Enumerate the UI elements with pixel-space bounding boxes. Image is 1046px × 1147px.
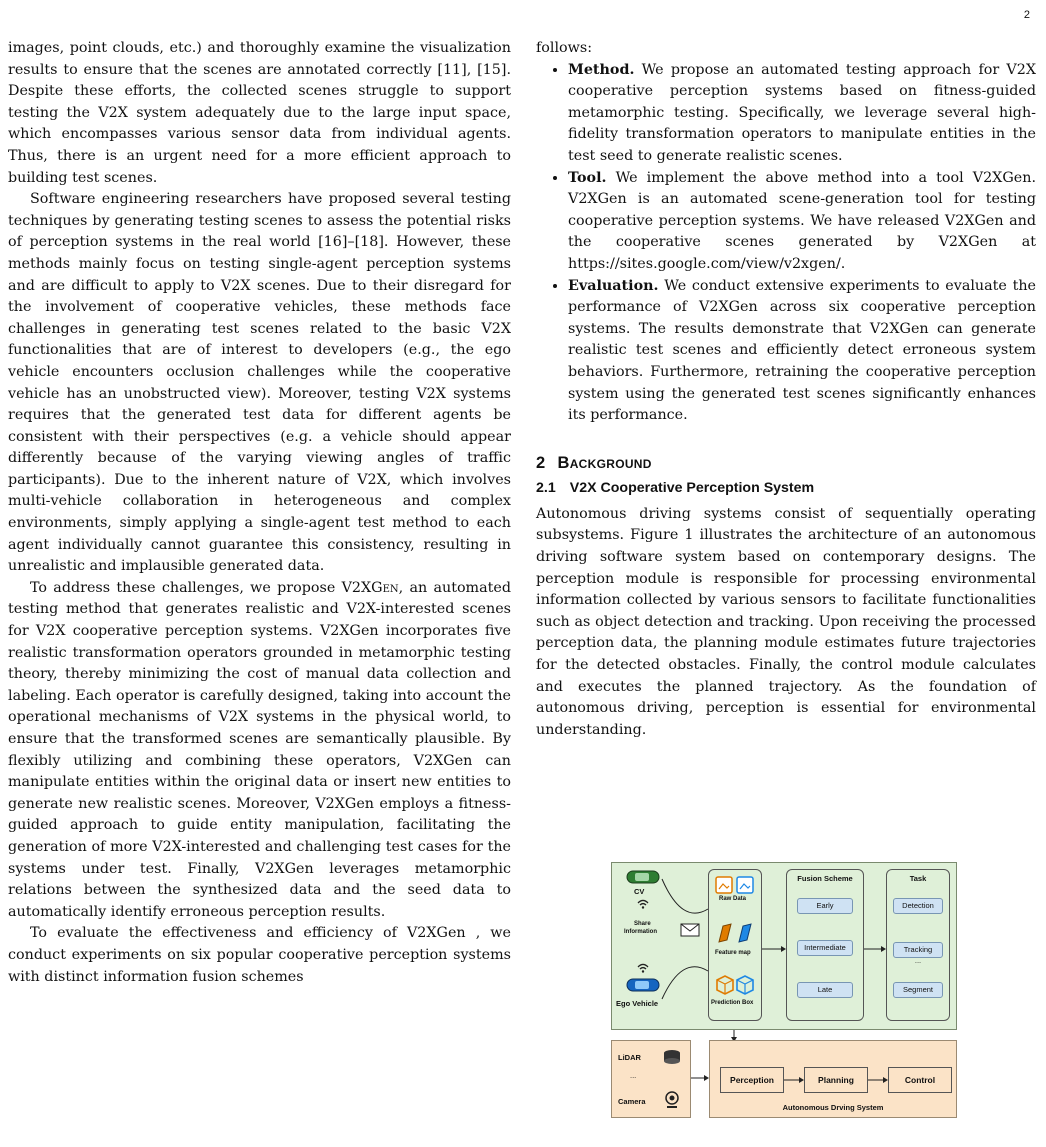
fusion-scheme-box: [786, 869, 864, 1021]
share-arrows: [652, 875, 712, 1005]
feature-map-icon: [717, 922, 757, 944]
image-icon: [715, 876, 755, 894]
fusion-late: Late: [797, 982, 853, 998]
control-module: Control: [888, 1067, 952, 1093]
follows-text: follows:: [536, 40, 593, 56]
prediction-box-label: Prediction Box: [711, 1000, 754, 1006]
contribution-list: [536, 60, 1036, 427]
information-label: Information: [624, 929, 657, 935]
perception-module: Perception: [720, 1067, 784, 1093]
arrow: [762, 945, 786, 953]
arrow: [784, 1076, 804, 1084]
camera-label: Camera: [618, 1097, 646, 1106]
cv-label: CV: [634, 887, 645, 896]
page-number: 2: [1023, 9, 1030, 21]
lidar-icon: [662, 1049, 682, 1065]
data-types-box: [708, 869, 762, 1021]
prediction-box-icon: [715, 974, 757, 996]
cooperative-perception-panel: [611, 862, 957, 1030]
lidar-label: LiDAR: [618, 1053, 641, 1062]
contribution-tool: • Tool. We implement the above method into a tool V2XGen. V2XGen is an automated scene-generation tool for testing cooperative perception systems. We have released V2XGen and the cooperative scenes generated by V2XGen at https://sites.google.com/view/v2xgen/.: [568, 168, 1036, 276]
share-label: Share: [634, 921, 651, 927]
arrow: [868, 1076, 888, 1084]
task-detection: Detection: [893, 898, 943, 914]
task-box: [886, 869, 950, 1021]
wifi-icon: [636, 899, 650, 909]
ego-vehicle-label: Ego Vehicle: [616, 999, 659, 1008]
figure-architecture: [611, 862, 957, 1134]
arrow: [691, 1074, 709, 1082]
wifi-icon: [636, 963, 650, 973]
contribution-method: • Method. We propose an automated testing approach for V2X cooperative perception systems based on fitness-guided metamorphic testing. Specifically, we leverage several high-fidelity transformation operators to manipulate entities in the test seed to generate realistic scenes.: [568, 60, 1036, 168]
contribution-evaluation: • Evaluation. We conduct extensive experiments to evaluate the performance of V2XGen across six cooperative perception systems. The results demonstrate that V2XGen can generate realistic test scenes and efficiently detect erroneous system behaviors. Furthermore, retraining the cooperative perception system using the generated test scenes significantly enhances its performance.: [568, 276, 1036, 427]
task-ellipsis: ...: [914, 956, 922, 965]
raw-data-label: Raw Data: [719, 896, 747, 902]
autonomous-driving-system-panel: [709, 1040, 957, 1118]
sensors-panel: [611, 1040, 691, 1118]
fusion-intermediate: Intermediate: [797, 940, 853, 956]
left-column: [8, 38, 511, 988]
paragraph-2: Software engineering researchers have proposed several testing techniques by generating testing scenes to assess the potential risks of perception systems in the real world [16]–[18]. However, these methods mainly focus on testing single-agent perception systems and are difficult to apply to V2X scenes. Due to their disregard for the involvement of cooperative vehicles, these methods face challenges in generating test scenes related to the basic V2X functionalities that are of interest to developers (e.g., the ego vehicle encounters occlusion challenges while the cooperative vehicle has an unobstructed view). Moreover, testing V2X systems requires that the generated test data for different agents be consistent with their perspectives (e.g. a vehicle should appear differently because of the varying viewing angles of traffic participants). Due to the inherent nature of V2X, which involves multi-vehicle collaboration in heterogeneous and complex environments, simply applying a single-agent test method to each agent individually cannot guarantee this consistency, resulting in unrealistic and implausible generated data.: [8, 191, 511, 575]
task-segment: Segment: [893, 982, 943, 998]
feature-map-label: Feature map: [715, 950, 751, 956]
paragraph-3: To address these challenges, we propose V2XGen, an automated testing method that generates realistic and V2X-interested scenes for V2X cooperative perception systems. V2XGen incorporates five realistic transformation operators grounded in metamorphic testing theory, thereby minimizing the cost of manual data collection and labeling. Each operator is carefully designed, taking into account the operational mechanisms of V2X systems in the physical world, to ensure that the transformed scenes are semantically plausible. By flexibly utilizing and combining these operators, V2XGen can manipulate entities within the original data or insert new entities to generate new realistic scenes. Moreover, V2XGen employs a fitness-guided approach to guide entity manipulation, facilitating the generation of more V2X-interested and challenging test cases for the systems under test. Finally, V2XGen leverages metamorphic relations between the synthesized data and the seed data to automatically identify erroneous perception results.: [8, 579, 511, 920]
right-column: [536, 38, 1036, 741]
sensor-ellipsis: ...: [630, 1071, 637, 1080]
task-title: Task: [909, 874, 927, 883]
paragraph-1: images, point clouds, etc.) and thoroughly examine the visualization results to ensure that the scenes are annotated correctly [11], [15]. Despite these efforts, the collected scenes struggle to support testing the V2X system adequately due to the large input space, which encompasses various sensor data from individual agents. Thus, there is an urgent need for a more efficient approach to building test scenes.: [8, 40, 511, 186]
planning-module: Planning: [804, 1067, 868, 1093]
section-heading: 2 Background: [536, 453, 652, 472]
arrow: [864, 945, 886, 953]
fusion-scheme-title: Fusion Scheme: [797, 874, 853, 883]
subsection-heading: 2.1 V2X Cooperative Perception System: [536, 480, 815, 497]
task-tracking: Tracking: [893, 942, 943, 958]
background-paragraph: Autonomous driving systems consist of sequentially operating subsystems. Figure 1 illustrates the architecture of an autonomous driving software system based on contemporary designs. The perception module is responsible for processing environmental information collected by various sensors to facilitate functionalities such as object detection and tracking. Upon receiving the processed perception data, the planning module estimates future trajectories for the detected obstacles. Finally, the control module calculates and executes the planned trajectory. As the foundation of autonomous driving, perception is essential for environmental understanding.: [536, 505, 1036, 738]
ads-label: Autonomous Drving System: [782, 1103, 884, 1112]
fusion-early: Early: [797, 898, 853, 914]
paragraph-4: To evaluate the effectiveness and efficiency of V2XGen , we conduct experiments on six popular cooperative perception systems with distinct information fusion schemes: [8, 925, 511, 985]
camera-icon: [664, 1091, 680, 1109]
